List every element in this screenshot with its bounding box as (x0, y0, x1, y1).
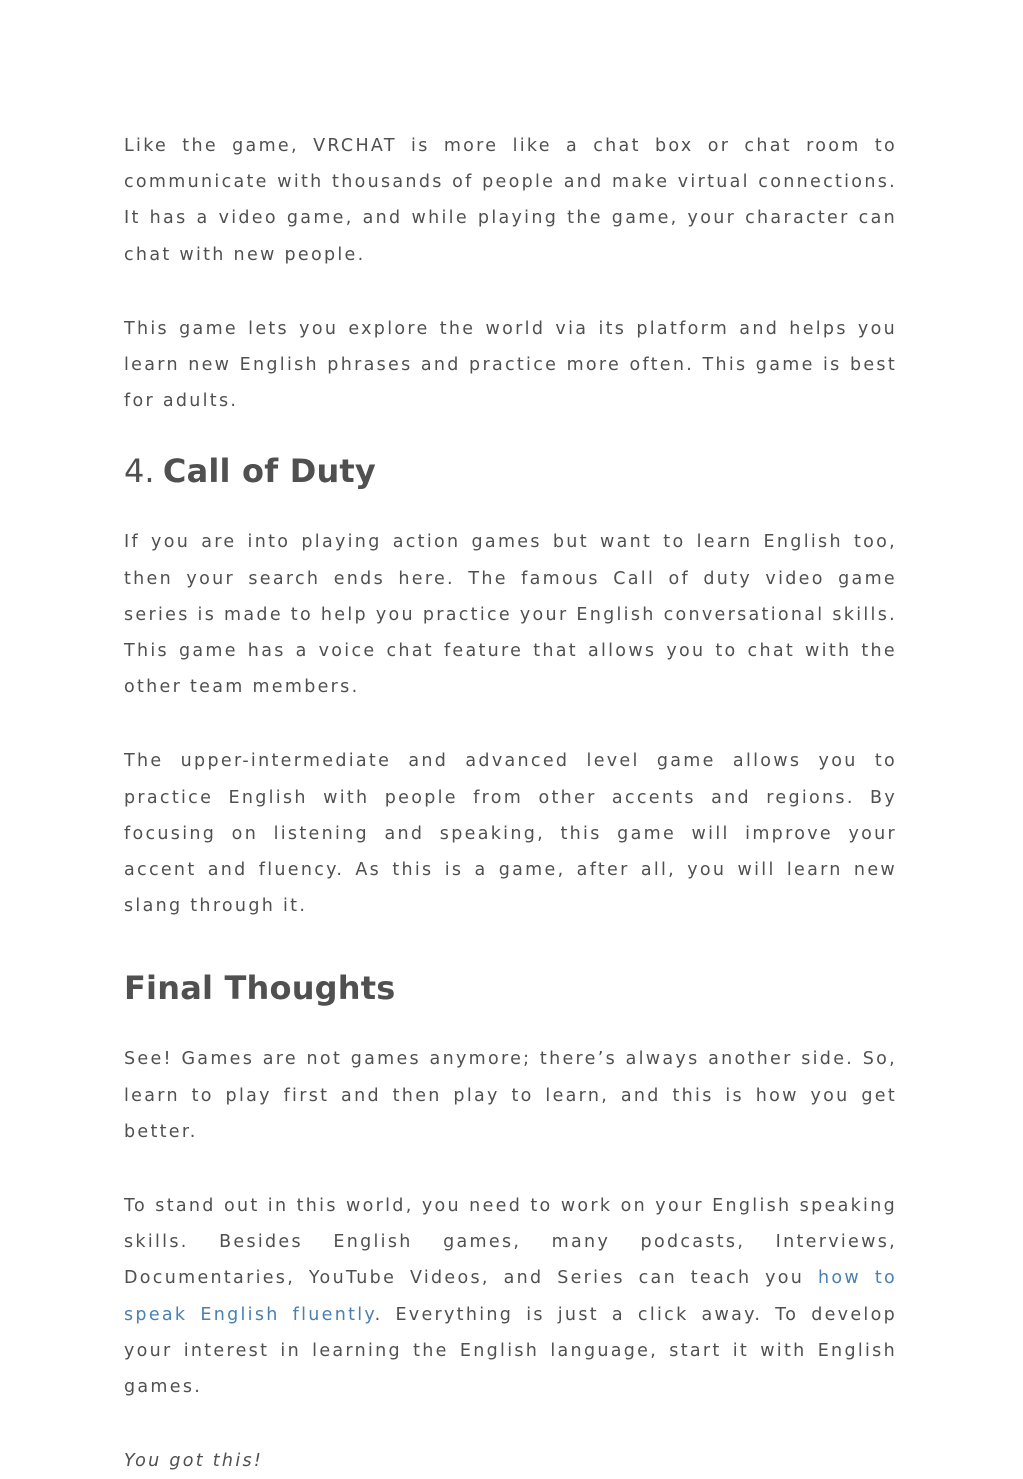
final-thoughts-heading (124, 964, 897, 1015)
heading-title: Call of Duty (162, 452, 376, 491)
vrchat-paragraph-1: Like the game, VRCHAT is more like a chat box or chat room to communicate with thousands of people and make virtual connections. It has a video game, and while playing the game, your character can chat with new people. (124, 136, 897, 265)
paragraph-text-after-link: . Everything is just a click away. To develop your interest in learning the English language, start it with English games. (124, 1304, 897, 1398)
heading-number: 4. (124, 452, 155, 491)
vrchat-paragraph-2: This game lets you explore the world via its platform and helps you learn new English phrases and practice more often. This game is best for adults. (124, 318, 897, 412)
heading-title: Final Thoughts (124, 969, 396, 1008)
call-of-duty-heading (124, 447, 897, 498)
call-of-duty-paragraph-2: The upper-intermediate and advanced level game allows you to practice English with people from other accents and regions. By focusing on listening and speaking, this game will improve your accent and fluency. As this is a game, after all, you will learn new slang through it. (124, 751, 897, 917)
speak-english-fluently-link[interactable]: how to speak English fluently (124, 1268, 898, 1325)
call-of-duty-paragraph-1: If you are into playing action games but want to learn English too, then your search ends here. The famous Call of duty video game series is made to help you practice your English conversational skills. This game has a voice chat feature that allows you to chat with the other team members. (124, 532, 897, 698)
article-body (124, 128, 897, 1479)
paragraph-text-before-link: To stand out in this world, you need to work on your English speaking skills. Besides English games, many podcasts, Interviews, Documentaries, YouTube Videos, and Series can teach you (124, 1196, 897, 1289)
final-thoughts-paragraph-2 (124, 1188, 897, 1405)
closing-line: You got this! (124, 1451, 264, 1472)
final-thoughts-paragraph-1: See! Games are not games anymore; there’s always another side. So, learn to play first and then play to learn, and this is how you get better. (124, 1049, 897, 1142)
